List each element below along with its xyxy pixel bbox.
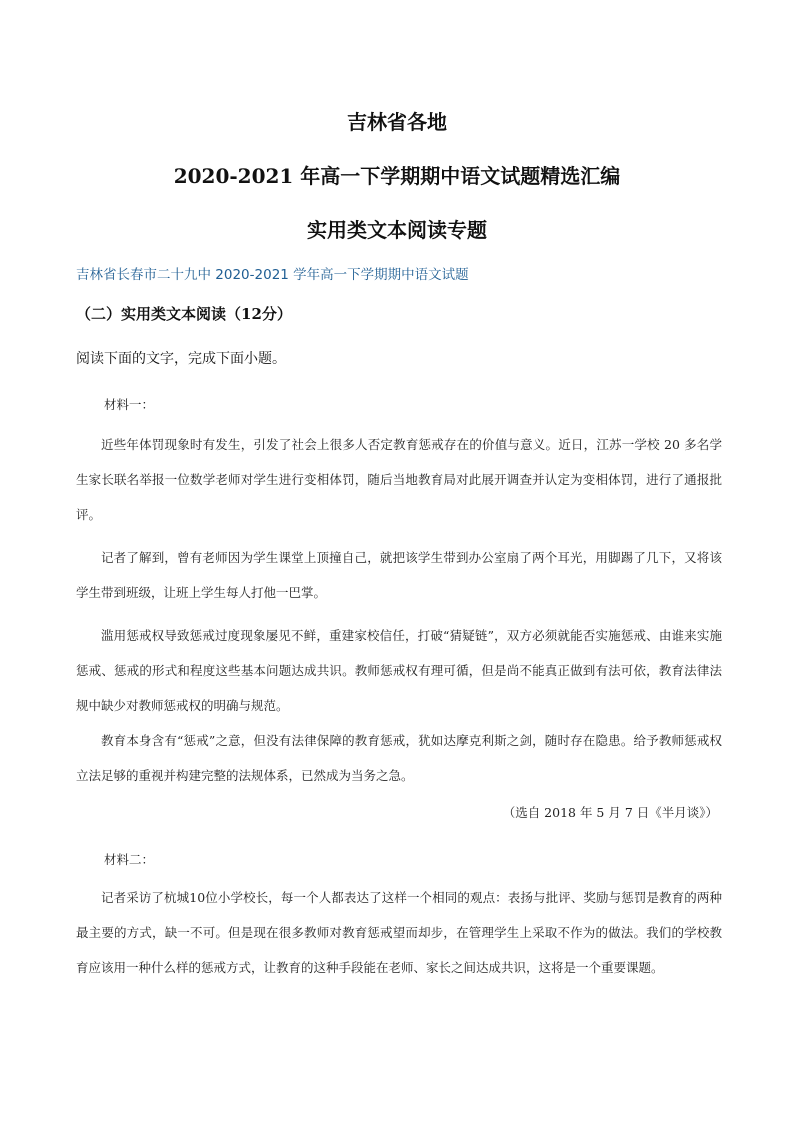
material-one-paragraph-2: 记者了解到，曾有老师因为学生课堂上顶撞自己，就把该学生带到办公室扇了两个耳光，用脚踢了几下，又将该学生带到班级，让班上学生每人打他一巴掌。: [76, 550, 722, 600]
material-one-paragraph-3: 滥用惩戒权导致惩戒过度现象屡见不鲜，重建家校信任，打破“猜疑链”，双方必须就能否实施惩戒、由谁来实施惩戒、惩戒的形式和程度这些基本问题达成共识。教师惩戒权有理可循，但是尚不能真正做到有法可依，教育法律法规中缺少对教师惩戒权的明确与规范。: [76, 628, 722, 713]
source-exam-link[interactable]: 吉林省长春市二十九中 2020-2021 学年高一下学期期中语文试题: [76, 267, 469, 283]
section-heading: （二）实用类文本阅读（12分）: [76, 305, 292, 323]
material-one-paragraph-4: 教育本身含有“惩戒”之意，但没有法律保障的教育惩戒，犹如达摩克利斯之剑，随时存在隐患。给予教师惩戒权立法足够的重视并构建完整的法规体系，已然成为当务之急。: [76, 733, 722, 783]
document-title-region: 吉林省各地: [347, 110, 447, 134]
document-title-topic: 实用类文本阅读专题: [307, 218, 487, 242]
material-two-paragraph-1: 记者采访了杭城10位小学校长，每一个人都表达了这样一个相同的观点：表扬与批评、奖励与惩罚是教育的两种最主要的方式，缺一不可。但是现在很多教师对教育惩戒望而却步，在管理学生上采取不作为的做法。我们的学校教育应该用一种什么样的惩戒方式，让教育的这种手段能在老师、家长之间达成共识，这将是一个重要课题。: [76, 890, 722, 975]
material-two-label: 材料二：: [104, 852, 155, 867]
document-title-exam: 2020-2021 年高一下学期期中语文试题精选汇编: [173, 164, 621, 188]
reading-instruction: 阅读下面的文字，完成下面小题。: [76, 351, 286, 367]
material-one-citation: （选自 2018 年 5 月 7 日《半月谈》）: [502, 805, 718, 820]
material-one-paragraph-1: 近些年体罚现象时有发生，引发了社会上很多人否定教育惩戒存在的价值与意义。近日，江苏一学校 20 多名学生家长联名举报一位数学老师对学生进行变相体罚，随后当地教育局对此展开调查并认定为变相体罚，进行了通报批评。: [76, 437, 722, 522]
material-one-label: 材料一：: [104, 397, 155, 412]
